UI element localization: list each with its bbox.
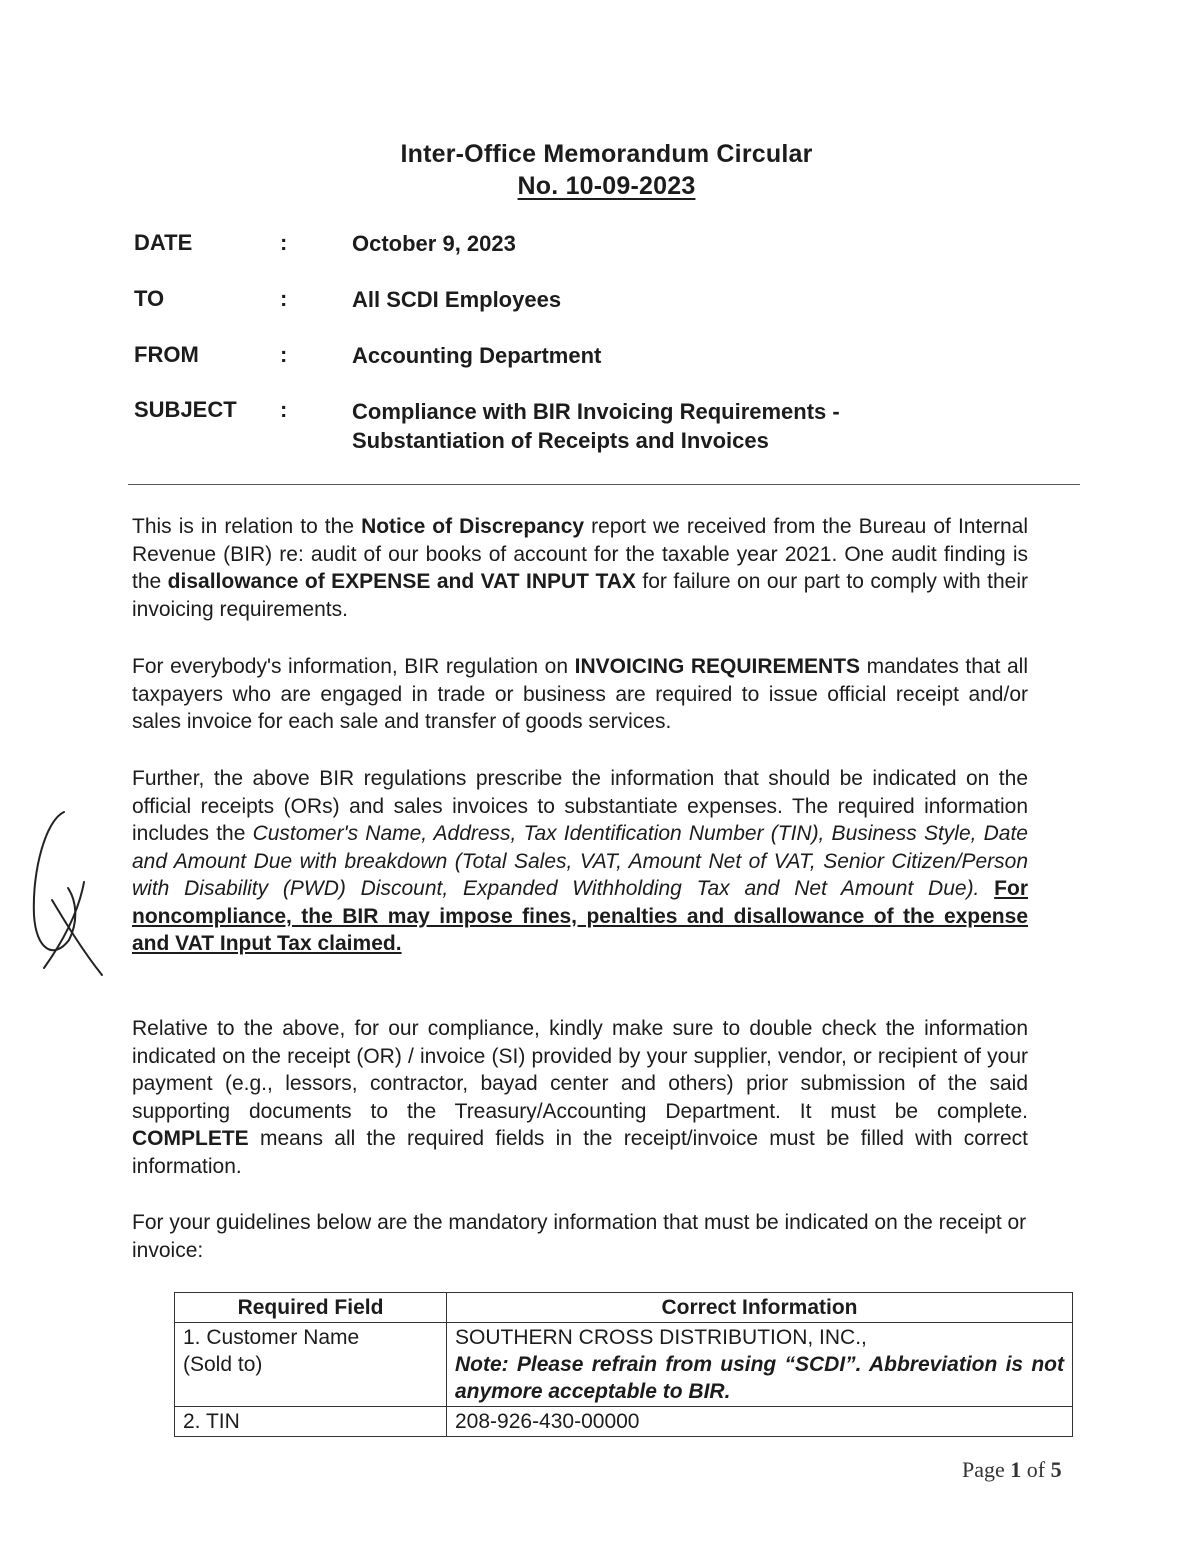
p3-text-a: Further, the above BIR regulations prescribe the information that should be indicated on the official receipts (ORs) and sales invoices to substantiate expenses. The required information includes the: [132, 767, 1028, 845]
p1-text-b: report we received from the Bureau of Internal Revenue (BIR) re: audit of our books of account for the taxable year 2021. One audit finding is the: [132, 515, 1028, 593]
disallowance-emphasis: disallowance of EXPENSE and VAT INPUT TAX: [167, 570, 636, 593]
notice-of-discrepancy: Notice of Discrepancy: [361, 515, 585, 538]
paragraph-5: For your guidelines below are the mandatory information that must be indicated on the receipt or invoice:: [132, 1211, 1027, 1262]
p4-text-b: means all the required fields in the receipt/invoice must be filled with correct information.: [132, 1127, 1028, 1178]
info-cell: 208-926-430-00000: [447, 1407, 1073, 1437]
subject-line-2: Substantiation of Receipts and Invoices: [352, 428, 769, 453]
to-colon: :: [280, 286, 288, 311]
p1-text-c: for failure on our part to comply with their invoicing requirements.: [132, 570, 1028, 621]
required-fields-table: [174, 1292, 1073, 1437]
p3-space: [979, 877, 994, 900]
from-value: Accounting Department: [352, 343, 602, 368]
paragraph-4: [132, 1015, 1028, 1180]
subject-line-1: Compliance with BIR Invoicing Requirements -: [352, 399, 840, 424]
from-label: FROM: [134, 342, 199, 367]
table-row: [175, 1407, 1073, 1437]
page-number: [962, 1457, 1062, 1483]
from-colon: :: [280, 342, 288, 367]
paragraph-2: [132, 653, 1028, 736]
subject-colon: :: [280, 397, 288, 422]
noncompliance-warning: For noncompliance, the BIR may impose fines, penalties and disallowance of the expense and VAT Input Tax claimed.: [132, 877, 1028, 955]
header-divider: [128, 484, 1080, 485]
p2-text-a: For everybody's information, BIR regulation on: [132, 655, 575, 678]
column-header-correct-information: Correct Information: [447, 1293, 1073, 1323]
field-cell: 2. TIN: [175, 1407, 447, 1437]
p1-text-a: This is in relation to the: [132, 515, 362, 538]
to-value: All SCDI Employees: [352, 287, 562, 312]
to-label: TO: [134, 286, 165, 311]
page-word: Page: [962, 1457, 1005, 1482]
date-colon: :: [280, 230, 288, 255]
of-word: of: [1026, 1457, 1046, 1482]
info-cell: [447, 1323, 1073, 1407]
page-total: 5: [1050, 1457, 1062, 1482]
memo-number: No. 10-09-2023: [517, 172, 696, 200]
abbreviation-note: Note: Please refrain from using “SCDI”. Abbreviation is not anymore acceptable to BIR.: [455, 1353, 1064, 1403]
date-label: DATE: [134, 230, 193, 255]
page-current: 1: [1010, 1457, 1022, 1482]
paragraph-1: [132, 513, 1028, 623]
p2-text-b: mandates that all taxpayers who are engaged in trade or business are required to issue official receipt and/or sales invoice for each sale and transfer of goods services.: [132, 655, 1028, 733]
table-row: [175, 1323, 1073, 1407]
table-header-row: [175, 1293, 1073, 1323]
complete-emphasis: COMPLETE: [132, 1127, 249, 1150]
required-info-list: Customer's Name, Address, Tax Identification Number (TIN), Business Style, Date and Amount Due with breakdown (Total Sales, VAT, Amount Net of VAT, Senior Citizen/Person with Disability (PWD) Discount, Expanded Withholding Tax and Net Amount Due).: [132, 822, 1028, 900]
subject-label: SUBJECT: [134, 397, 237, 422]
info-value: SOUTHERN CROSS DISTRIBUTION, INC.,: [455, 1326, 867, 1349]
handwritten-initials: [24, 800, 114, 990]
paragraph-3: [132, 765, 1028, 958]
column-header-required-field: Required Field: [175, 1293, 447, 1323]
field-cell: [175, 1323, 447, 1407]
p4-text-a: Relative to the above, for our compliance, kindly make sure to double check the information indicated on the receipt (OR) / invoice (SI) provided by your supplier, vendor, or recipient of your payment (e.g., lessors, contractor, bayad center and others) prior submission of the said supporting documents to the Treasury/Accounting Department. It must be complete.: [132, 1017, 1028, 1123]
field-subtitle: (Sold to): [183, 1353, 263, 1376]
memo-title: Inter-Office Memorandum Circular: [400, 140, 813, 168]
invoicing-requirements: INVOICING REQUIREMENTS: [574, 655, 861, 678]
subject-value: [352, 397, 840, 455]
date-value: October 9, 2023: [352, 231, 516, 256]
field-name: 1. Customer Name: [183, 1326, 360, 1349]
